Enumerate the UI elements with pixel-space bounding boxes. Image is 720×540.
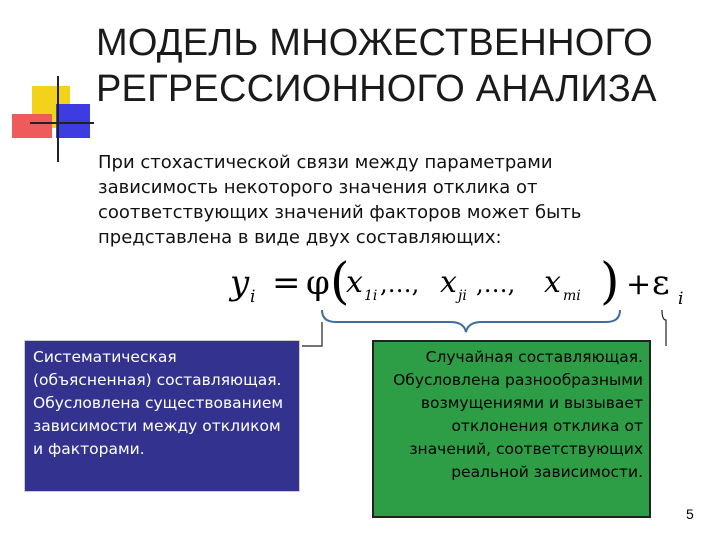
formula-equals: = [272,263,301,303]
random-component-box [372,340,651,518]
connector-systematic [302,322,322,346]
formula-x1: x [346,265,363,300]
brace-systematic [322,310,620,332]
formula-ellipsis-2: ,…, [476,270,516,298]
formula-xj: x [440,265,457,300]
random-component-text: Случайная составляющая. Обусловлена разнообразными возмущениями и вызывает отклонения отклика от значений, соответствующих реальной зависимости. [393,348,643,481]
formula-xm: x [544,265,561,300]
formula-lhs-sub: i [250,287,256,307]
slide-title [96,20,706,112]
formula-lhs: y [230,263,250,303]
formula-rparen: ) [600,252,620,310]
brace-random [662,310,666,346]
formula-ellipsis-1: ,…, [380,270,420,298]
formula-epsilon: ε [652,263,670,303]
formula-epsilon-sub: i [678,289,684,309]
formula-x1-sub: 1i [364,288,378,304]
formula-xm-sub: mi [563,288,581,304]
decor-red-square [12,114,52,138]
formula-phi: φ [306,263,330,303]
decor-blue-square [56,104,90,138]
decor-horizontal-line [30,122,94,124]
intro-paragraph: При стохастической связи между параметрами зависимость некоторого значения отклика от соответствующих значений факторов может быть представлена в виде двух составляющих: [98,152,582,248]
slide-number: 5 [686,506,694,522]
title-line-1: МОДЕЛЬ МНОЖЕСТВЕННОГО [96,22,653,64]
title-line-2: РЕГРЕССИОННОГО АНАЛИЗА [96,68,657,110]
systematic-component-text: Систематическая (объясненная) составляющая. Обусловлена существованием зависимости между откликом и факторами. [33,348,284,458]
formula-lparen: ( [330,252,350,310]
systematic-component-box [24,340,300,492]
formula-plus: + [626,267,652,302]
formula-xj-sub: ji [458,288,467,304]
decor-vertical-line [57,76,59,162]
